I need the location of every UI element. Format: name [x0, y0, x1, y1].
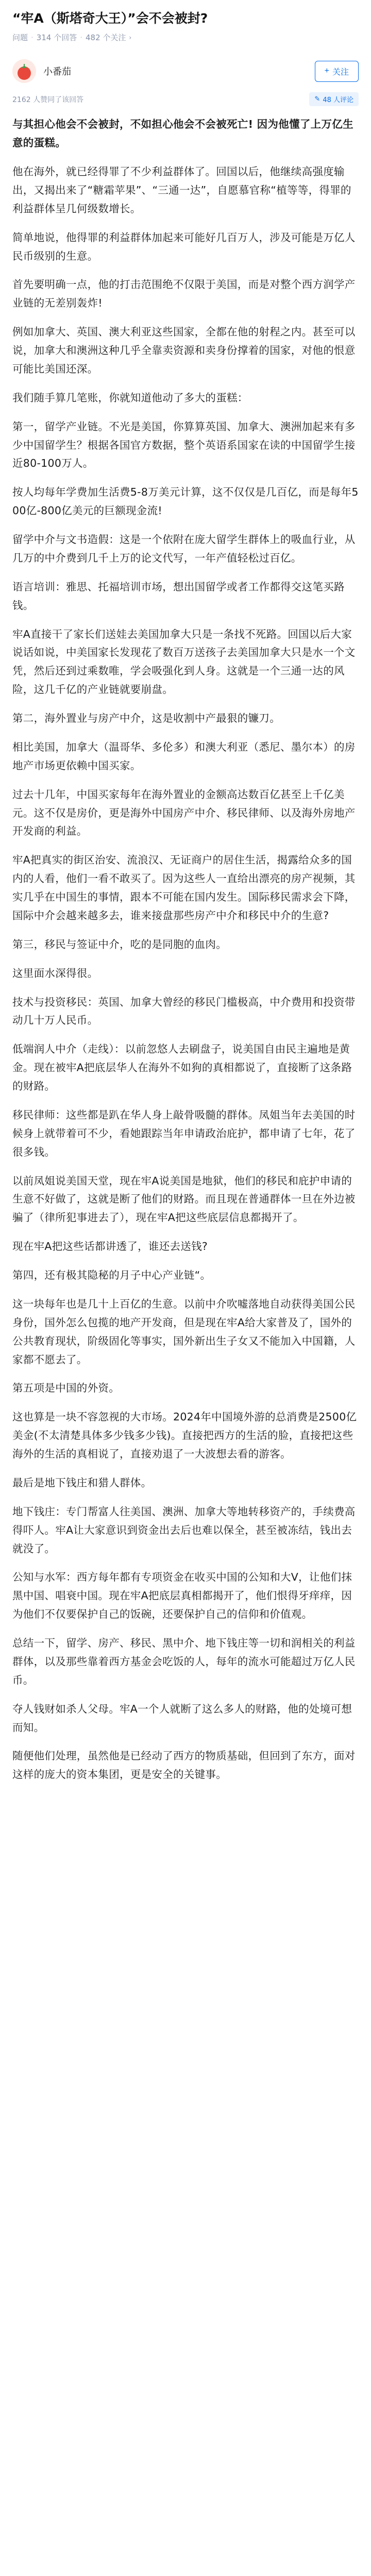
- stat-row: [12, 92, 359, 106]
- paragraph: 牢A把真实的街区治安、流浪汉、无证商户的居住生活，揭露给众多的国内的人看，他们一看不敢买了。因为这些人一直给出漂亮的房产视频，其实几乎在中国生的事情，跟本不可能在国内发生。国际移民需求会下降，国际中介会越来越多去，谁来接盘那些房产中介和移民中介的生意?: [12, 854, 356, 922]
- paragraph: 随便他们处理，虽然他是已经动了西方的物质基础，但回到了东方，面对这样的庞大的资本集团，更是安全的关键事。: [12, 1750, 356, 1781]
- paragraph: 第一，留学产业链。不光是美国，你算算英国、加拿大、澳洲加起来有多少中国留学生？根据各国官方数据，整个英语系国家在读的中国留学生接近80-100万人。: [12, 420, 356, 470]
- paragraph: 夺人钱财如杀人父母。牢A一个人就断了这么多人的财路，他的处境可想而知。: [12, 1702, 352, 1734]
- paragraph: 留学中介与文书造假：这是一个依附在庞大留学生群体上的吸血行业，从几万的中介费到几千上万的论文代写，一年产值轻松过百亿。: [12, 533, 356, 564]
- status-badge[interactable]: [309, 92, 359, 106]
- paragraph: 相比美国，加拿大（温哥华、多伦多）和澳大利亚（悉尼、墨尔本）的房地产市场更依赖中国买家。: [12, 740, 356, 772]
- paragraph: 第二，海外置业与房产中介，这是收割中产最狠的镰刀。: [12, 712, 280, 724]
- paragraph: 移民律师：这些都是趴在华人身上敲骨吸髓的群体。凤姐当年去美国的时候身上就带着可不少，看她跟踪当年申请政治庇护，都申请了七年，花了很多钱。: [12, 1108, 356, 1158]
- chevron-right-icon: ›: [129, 33, 132, 41]
- follow-button[interactable]: [315, 61, 359, 82]
- question-title[interactable]: “牢A（斯塔奇大王）”会不会被封?: [12, 11, 208, 26]
- author-row: [12, 56, 359, 86]
- paragraph: 简单地说，他得罪的利益群体加起来可能好几百万人，涉及可能是万亿人民币级别的生意。: [12, 231, 356, 262]
- follower-count[interactable]: 482 个关注: [85, 33, 126, 43]
- paragraph: 首先要明确一点，他的打击范围绝不仅限于美国，而是对整个西方润学产业链的无差别轰炸!: [12, 278, 356, 310]
- paragraph: 以前凤姐说美国天堂，现在牢A说美国是地狱，他们的移民和庇护申请的生意不好做了，这就是断了他们的财路。而且现在普通群体一旦在外边被骗了（律所犯事进去了），现在牢A把这些底层信息都揭开了。: [12, 1174, 356, 1224]
- paragraph: 与其担心他会不会被封，不如担心他会不会被死亡! 因为他懂了上万亿生意的蛋糕。: [12, 118, 353, 149]
- question-meta-prefix: 问题: [12, 33, 28, 43]
- paragraph: 最后是地下钱庄和猎人群体。: [12, 1476, 152, 1489]
- follow-label: 关注: [332, 67, 349, 77]
- answer-count[interactable]: 314 个回答: [36, 33, 77, 43]
- paragraph: 例如加拿大、英国、澳大利亚这些国家，全都在他的射程之内。甚至可以说，加拿大和澳洲这种几乎全靠卖资源和卖身份撑着的国家，对他的恨意可能比美国还深。: [12, 326, 356, 375]
- paragraph: 第五项是中国的外资。: [12, 1382, 120, 1395]
- paragraph: 语言培训：雅思、托福培训市场，想出国留学或者工作都得交这笔买路钱。: [12, 580, 345, 612]
- paragraph: 牢A直接干了家长们送娃去美国加拿大只是一条找不死路。回国以后大家说话如说，中美国家长发现花了数百万送孩子去美国加拿大只是水一个文凭，然后还到过乘数唯，学会吸强化到人身。这就是一个三通一达的风险，这几千亿的产业链就要崩盘。: [12, 628, 356, 696]
- paragraph: 公知与水军：西方每年都有专项资金在收买中国的公知和大V，让他们抹黑中国、唱衰中国。现在牢A把底层真相都揭开了，他们恨得牙痒痒，因为他们不仅要保护自己的饭碗，还要保护自己的信仰和价值观。: [12, 1571, 352, 1621]
- paragraph: 这一块每年也是几十上百亿的生意。以前中介吹嘘落地自动获得美国公民身份，国外怎么包揽的地产开发商，但是现在牢A给大家普及了，国外的公共教育现状，阶级固化等事实，国外新出生子女又不能加入中国籍，人家都不愿去了。: [12, 1297, 356, 1366]
- comment-icon: ✎: [314, 95, 321, 104]
- badge-label: 48 人评论: [323, 96, 353, 105]
- plus-icon: +: [324, 66, 329, 76]
- tomato-avatar-icon: [12, 59, 36, 83]
- paragraph: 过去十几年，中国买家每年在海外置业的金额高达数百亿甚至上千亿美元。这不仅是房价，更是海外中国房产中介、移民律师、以及海外房地产开发商的利益。: [12, 788, 356, 838]
- question-meta: 问题 · 314 个回答 · 482 个关注 ›: [12, 32, 132, 43]
- paragraph: 这里面水深得很。: [12, 967, 98, 979]
- paragraph: 我们随手算几笔账，你就知道他动了多大的蛋糕：: [12, 391, 248, 404]
- answer-content: [12, 115, 359, 1784]
- paragraph: 他在海外，就已经得罪了不少利益群体了。回国以后，他继续高强度输出，又揭出来了“糖霜苹果”、“三通一达”，自愿慕官称“植等等，得罪的利益群体呈几何级数增长。: [12, 165, 351, 215]
- paragraph: 地下钱庄：专门帮富人往美国、澳洲、加拿大等地转移资产的，手续费高得吓人。牢A让大家意识到资金出去后也难以保全，甚至被冻结，钱出去就没了。: [12, 1505, 356, 1555]
- paragraph: 低端润人中介（走线）：以前忽悠人去刷盘子，说美国自由民主遍地是黄金。现在被牢A把底层华人在海外不如狗的真相都说了，直接断了这条路的财路。: [12, 1043, 352, 1092]
- paragraph: 第四，还有极其隐秘的月子中心产业链“。: [12, 1269, 211, 1281]
- paragraph: 现在牢A把这些话都讲透了，谁还去送钱?: [12, 1240, 208, 1253]
- paragraph: 这也算是一块不容忽视的大市场。2024年中国境外游的总消费是2500亿美金(不太清楚具体多少钱多少钱)。直接把西方的生活的脸，直接把这些海外的生活的真相说了，直接劝退了一大波想去看的游客。: [12, 1411, 357, 1460]
- avatar[interactable]: [12, 59, 36, 83]
- paragraph: 按人均每年学费加生活费5-8万美元计算，这不仅仅是几百亿，而是每年500亿-800亿美元的巨额现金流!: [12, 486, 359, 517]
- paragraph: 第三，移民与签证中介，吃的是同胞的血肉。: [12, 938, 227, 951]
- paragraph: 技术与投资移民：英国、加拿大曾经的移民门槛极高，中介费用和投资带动几十万人民币。: [12, 995, 356, 1027]
- approval-count: 2162 人赞同了该回答: [12, 95, 84, 104]
- author-name[interactable]: 小番茄: [43, 66, 71, 78]
- paragraph: 总结一下，留学、房产、移民、黑中介、地下钱庄等一切和润相关的利益群体，以及那些靠着西方基金会吃饭的人，每年的流水可能超过万亿人民币。: [12, 1637, 356, 1686]
